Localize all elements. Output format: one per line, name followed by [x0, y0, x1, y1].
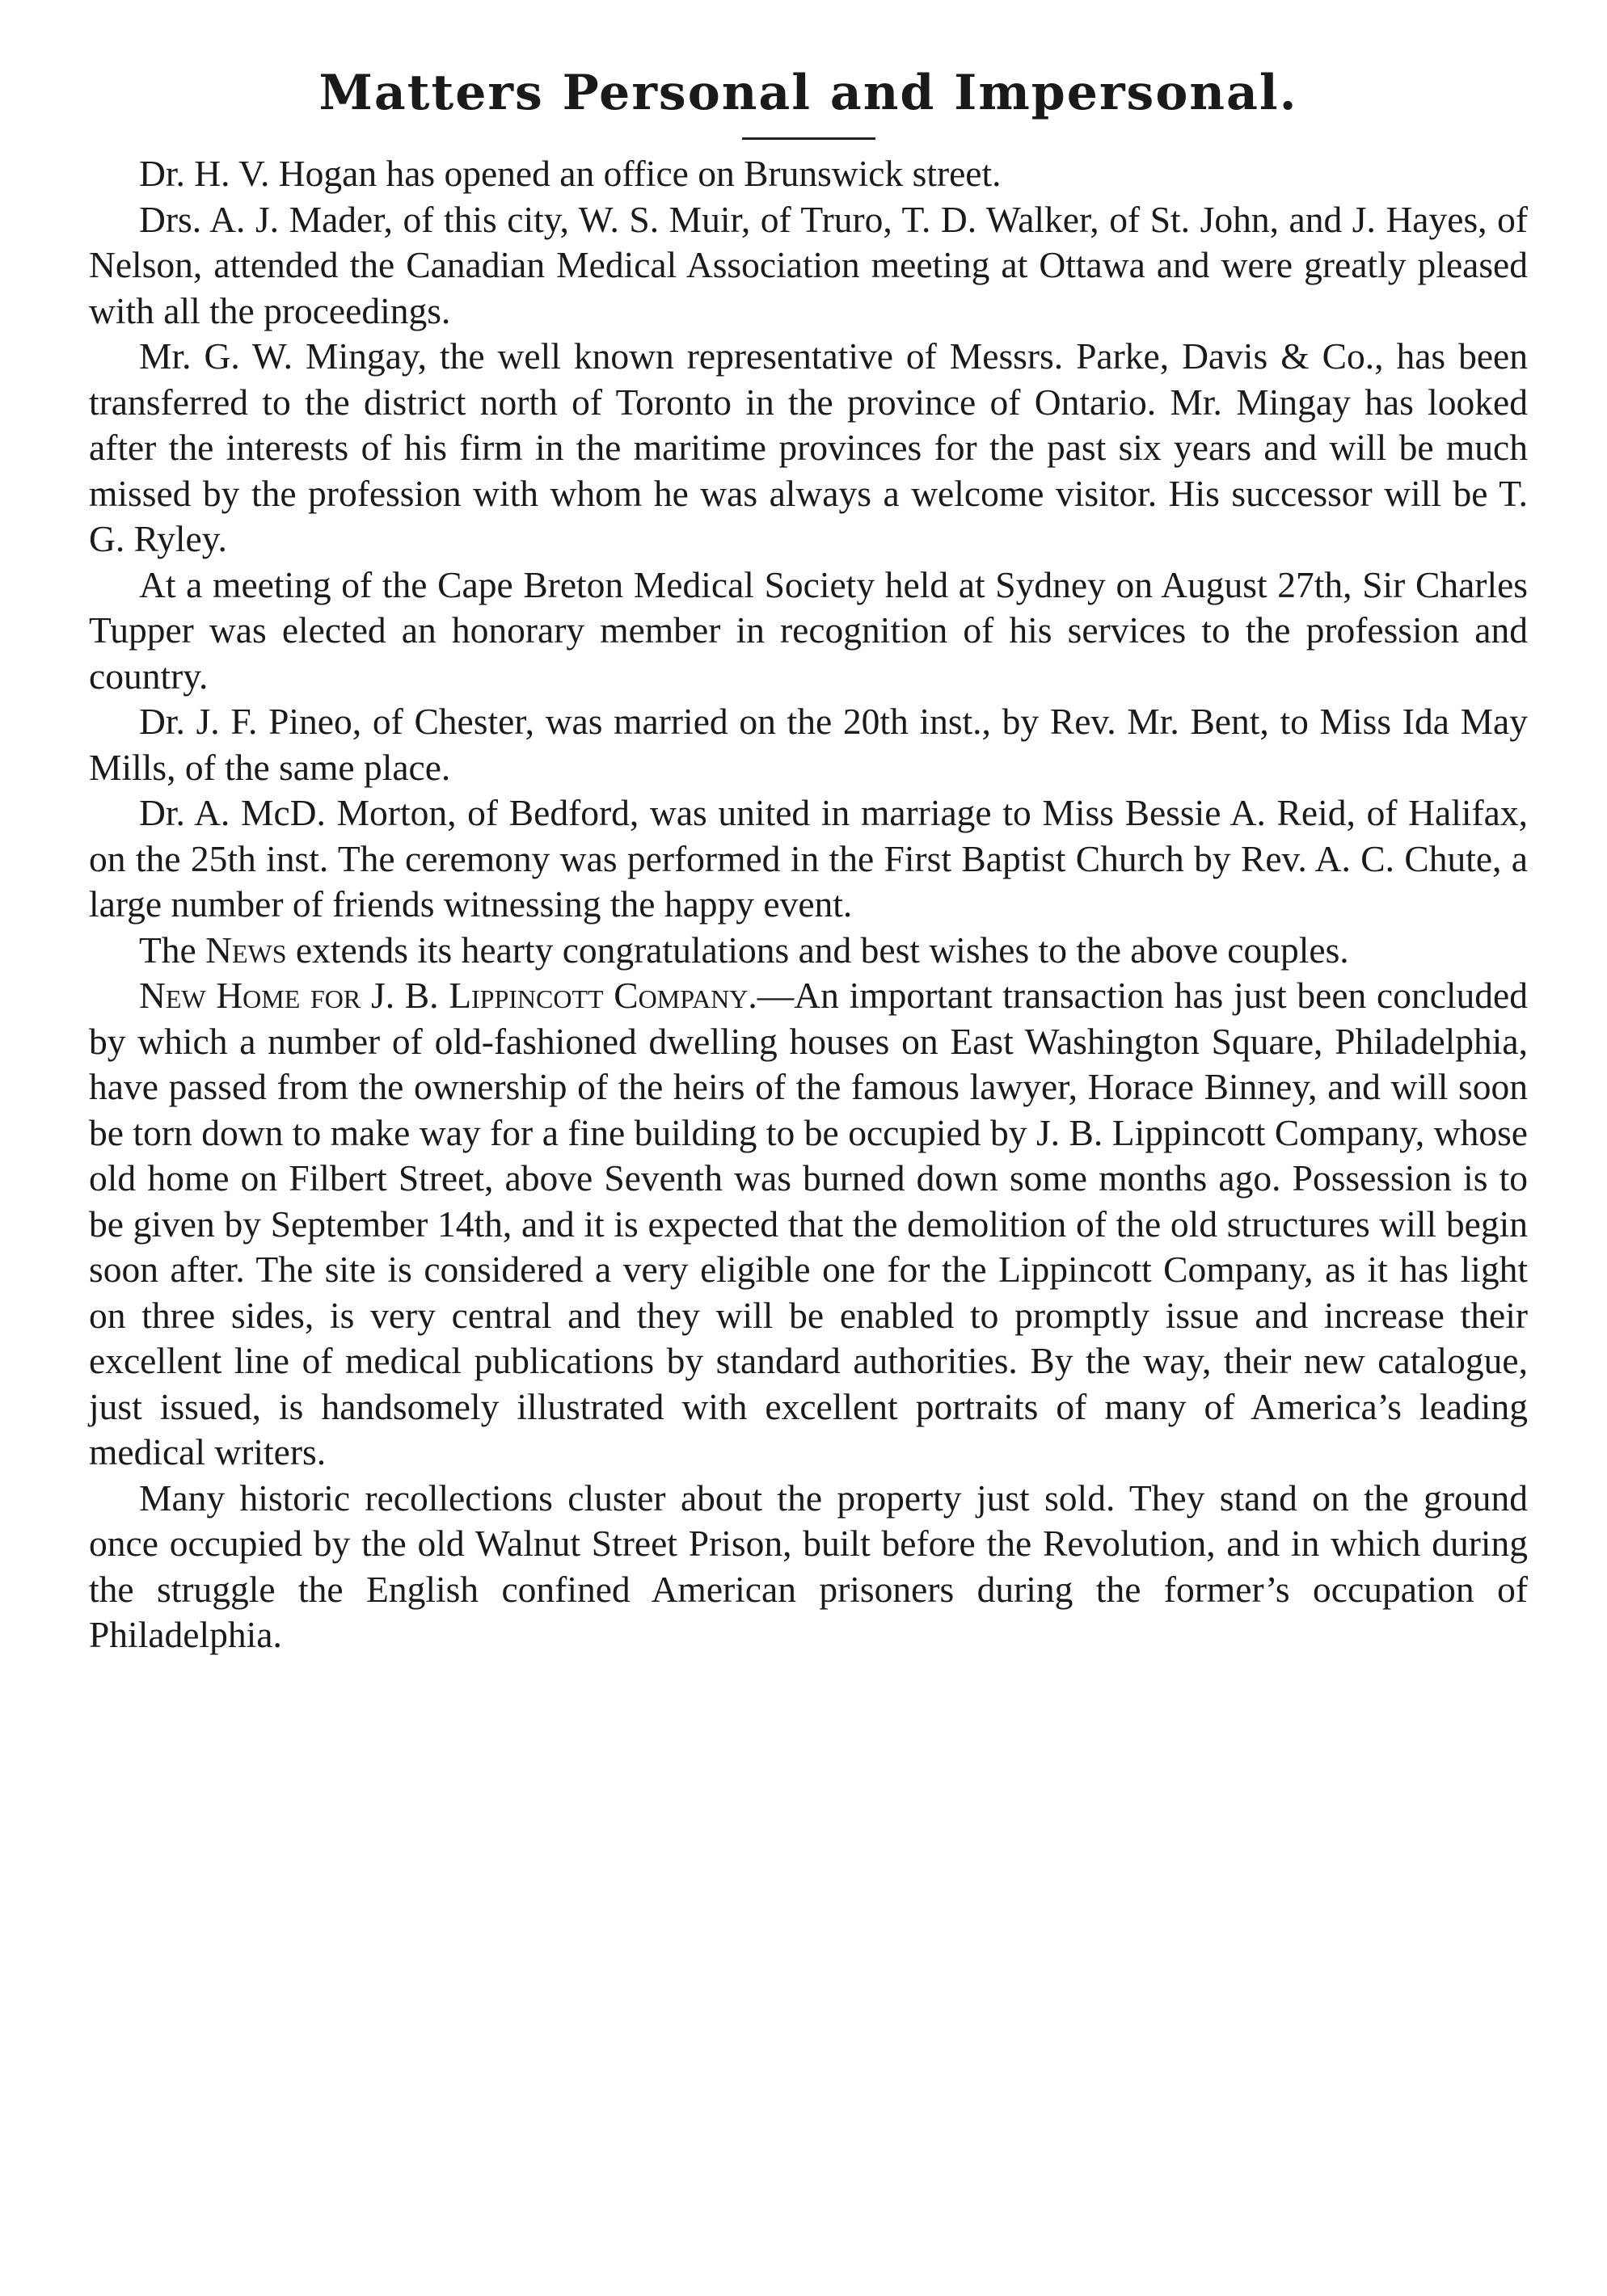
paragraph-pineo-marriage: Dr. J. F. Pineo, of Chester, was married on the 20th inst., by Rev. Mr. Bent, to Miss Ida May Mills, of the same place. [89, 701, 1528, 788]
paragraph-lead: The [139, 929, 206, 971]
news-smallcaps: News [205, 929, 287, 971]
newspaper-page [89, 57, 1528, 2255]
paragraph-cma-meeting: Drs. A. J. Mader, of this city, W. S. Muir, of Truro, T. D. Walker, of St. John, and J. Hayes, of Nelson, attended the Canadian Medical Association meeting at Ottawa and were greatly pleased with all the proceedings. [89, 198, 1528, 331]
section-title: Matters Personal and Impersonal. [318, 65, 1298, 121]
paragraph-rest: extends its hearty congratulations and best wishes to the above couples. [286, 929, 1349, 971]
paragraph-hogan-office: Dr. H. V. Hogan has opened an office on Brunswick street. [139, 153, 1002, 194]
title-divider [742, 137, 875, 140]
paragraph-congratulations [89, 928, 1528, 974]
paragraph-historic-recollections: Many historic recollections cluster about the property just sold. They stand on the ground once occupied by the old Walnut Street Prison, built before the Revolution, and in which during the struggle the English confined American prisoners during the former’s occupation of Philadelphia. [89, 1477, 1528, 1655]
paragraph-mingay-transfer: Mr. G. W. Mingay, the well known representative of Messrs. Parke, Davis & Co., has been transferred to the district north of Toronto in the province of Ontario. Mr. Mingay has looked after the interests of his firm in the maritime provinces for the past six years and will be much missed by the profession with whom he was always a welcome visitor. His successor will be T. G. Ryley. [89, 335, 1528, 559]
paragraph-rest: —An important transaction has just been concluded by which a number of old-fashioned dwelling houses on East Washington Square, Philadelphia, have passed from the ownership of the heirs of the famous lawyer, Horace Binney, and will soon be torn down to make way for a fine building to be occupied by J. B. Lippincott Company, whose old home on Filbert Street, above Seventh was burned down some months ago. Possession is to be given by September 14th, and it is expected that the demolition of the old structures will begin soon after. The site is considered a very eligible one for the Lippincott Company, as it has light on three sides, is very central and they will be enabled to promptly issue and increase their excellent line of medical publications by standard authorities. By the way, their new catalogue, just issued, is handsomely illustrated with excellent portraits of many of America’s leading medical writers. [89, 975, 1528, 1472]
lippincott-heading: New Home for J. B. Lippincott Company. [139, 975, 757, 1016]
article-body [89, 151, 1528, 1658]
paragraph-cape-breton-society: At a meeting of the Cape Breton Medical Society held at Sydney on August 27th, Sir Charles Tupper was elected an honorary member in recognition of his services to the profession and country. [89, 563, 1528, 697]
paragraph-morton-marriage: Dr. A. McD. Morton, of Bedford, was united in marriage to Miss Bessie A. Reid, of Halifax, on the 25th inst. The ceremony was performed in the First Baptist Church by Rev. A. C. Chute, a large number of friends witnessing the happy event. [89, 792, 1528, 925]
paragraph-lippincott [89, 973, 1528, 1476]
